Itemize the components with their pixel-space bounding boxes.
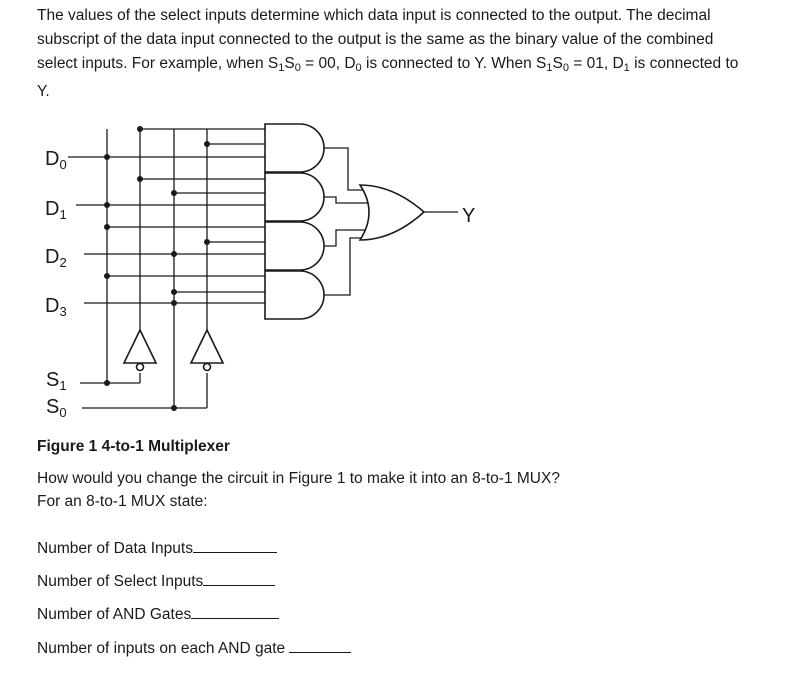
intro-line-3: select inputs. For example, when $S_1S_0 = 00$, $D_0$ is connected to Y. When $S_1S_0 = 01$, $D_1$ is connected to — [37, 55, 739, 74]
inverter-s0 — [191, 330, 223, 371]
field-data-inputs: Number of Data Inputs — [37, 538, 277, 558]
and-gate-3 — [265, 271, 324, 319]
intro-line-2: subscript of the data input connected to the output is the same as the binary value of the combined — [37, 31, 714, 48]
and-gate-1 — [265, 173, 324, 221]
field-inputs-per-and-gate: Number of inputs on each AND gate — [37, 638, 351, 658]
and-to-or-wires — [324, 148, 374, 295]
select-label-s0: $S_0$ — [46, 396, 67, 420]
select-wires — [80, 373, 207, 408]
junction-dots — [104, 126, 210, 411]
question-line-2: For an 8-to-1 MUX state: — [37, 493, 208, 510]
field-and-gates: Number of AND Gates — [37, 604, 279, 624]
and-gate-2 — [265, 222, 324, 270]
or-gate — [360, 185, 424, 240]
question-line-1: How would you change the circuit in Figure 1 to make it into an 8-to-1 MUX? — [37, 470, 560, 487]
output-label-y: Y — [462, 205, 476, 227]
input-label-d2: $D_2$ — [45, 246, 67, 270]
input-label-d1: $D_1$ — [45, 198, 67, 222]
intro-line-4: Y. — [37, 83, 50, 100]
select-label-s1: $S_1$ — [46, 369, 67, 393]
and-gate-0 — [265, 124, 324, 172]
intro-line-1: The values of the select inputs determine which data input is connected to the output. The decimal — [37, 7, 711, 24]
vertical-bus-lines — [107, 129, 207, 408]
answer-blank-inputs-per-gate[interactable] — [289, 638, 351, 653]
and-select-wires — [107, 129, 265, 292]
input-label-d3: $D_3$ — [45, 295, 67, 319]
answer-blank-and-gates[interactable] — [191, 604, 279, 619]
answer-blank-data-inputs[interactable] — [193, 538, 277, 553]
answer-blank-select-inputs[interactable] — [203, 571, 275, 586]
input-label-d0: $D_0$ — [45, 148, 67, 172]
figure-caption: Figure 1 4-to-1 Multiplexer — [37, 438, 230, 455]
inverter-s1 — [124, 330, 156, 371]
field-select-inputs: Number of Select Inputs — [37, 571, 275, 591]
